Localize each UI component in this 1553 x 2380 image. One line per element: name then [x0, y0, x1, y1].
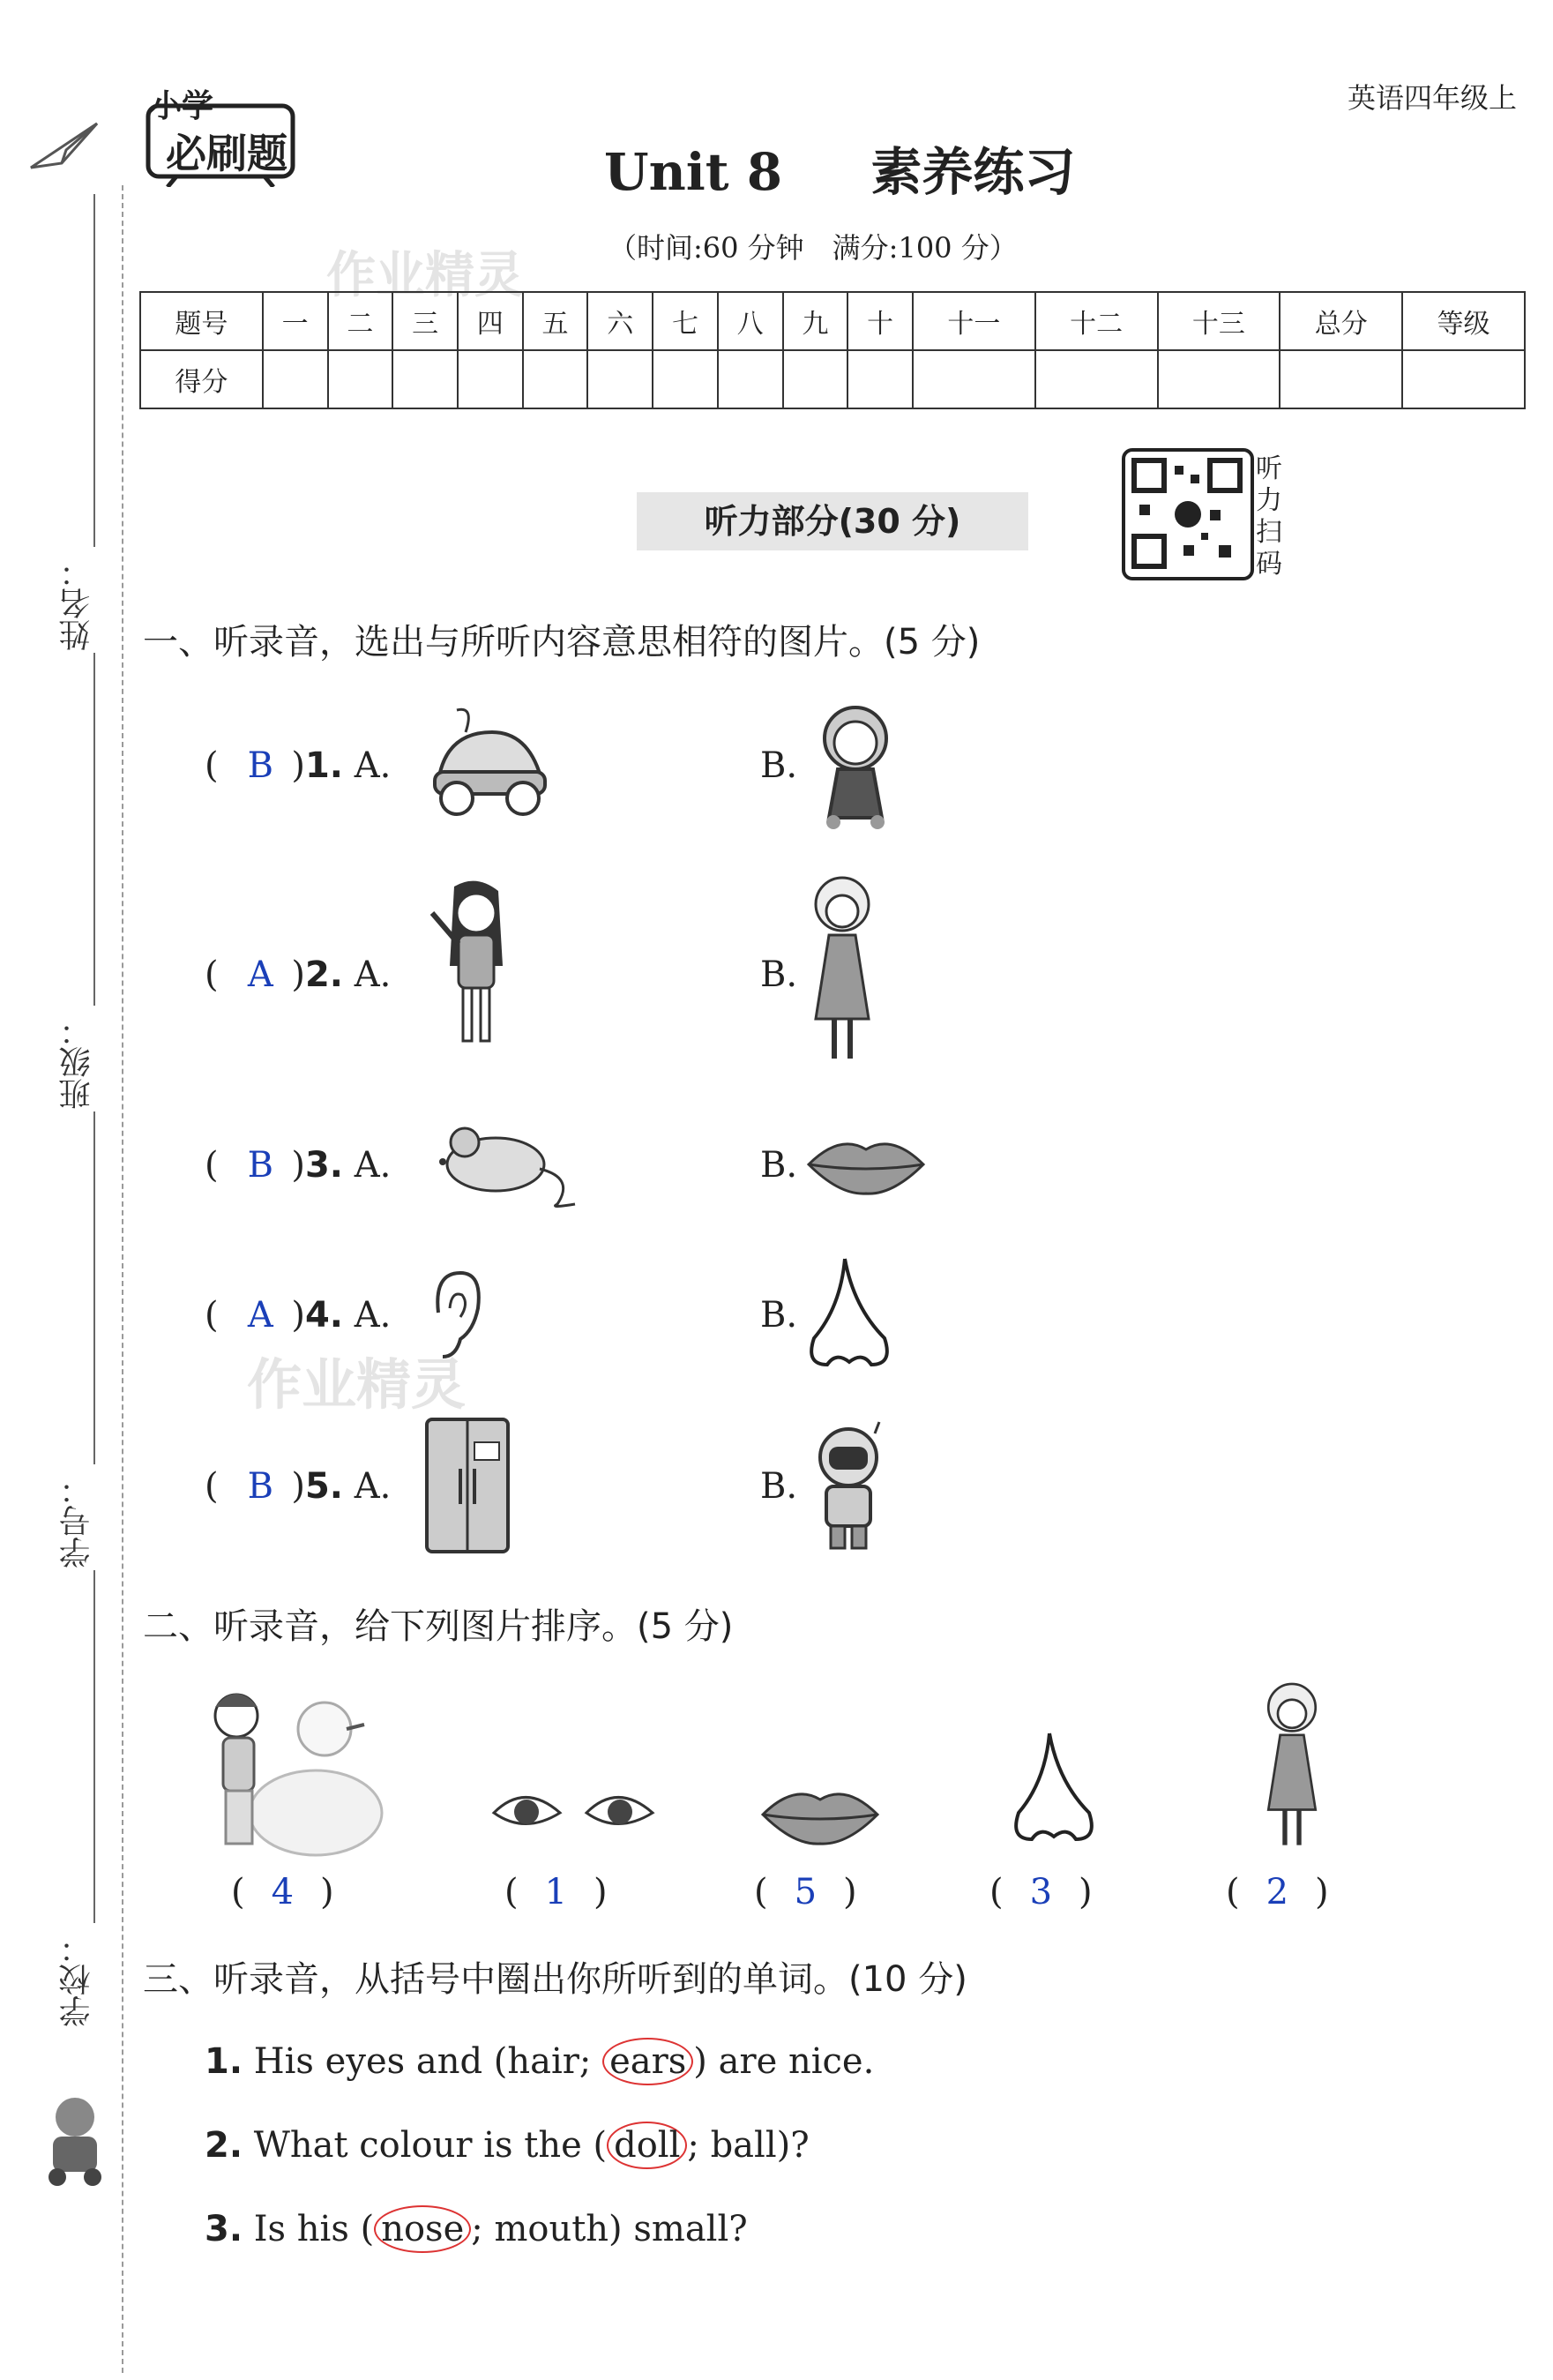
logo-line2: 必刷题 [166, 130, 287, 177]
score-header-cell: 八 [718, 292, 783, 350]
logo [141, 81, 300, 187]
answer: B [247, 1145, 274, 1186]
doll-icon [803, 699, 908, 834]
score-header-row [140, 292, 1525, 350]
class-label: 班级： [59, 1014, 95, 1110]
score-header-cell: 十三 [1158, 292, 1280, 350]
score-cell[interactable] [587, 350, 653, 408]
paper-plane-icon [26, 115, 106, 180]
score-header-cell: 十二 [1035, 292, 1158, 350]
score-header-cell: 一 [263, 292, 328, 350]
mouse-animal-icon [425, 1116, 584, 1216]
score-header-cell: 五 [523, 292, 588, 350]
binding-line [122, 185, 123, 2373]
score-cell[interactable] [523, 350, 588, 408]
robot-icon [804, 1420, 892, 1556]
order-answer: ( 4 ) [231, 1872, 334, 1912]
score-cell[interactable] [458, 350, 523, 408]
toy-car-icon [422, 706, 554, 824]
option-b: B. [760, 954, 798, 995]
score-cell[interactable] [263, 350, 328, 408]
score-cell[interactable] [392, 350, 458, 408]
option-b: B. [760, 1145, 798, 1186]
question-item: ( B )3. A. [205, 1145, 392, 1186]
score-header-cell: 七 [653, 292, 718, 350]
answer: B [247, 745, 274, 786]
score-header-cell: 题号 [140, 292, 263, 350]
score-header-cell: 总分 [1280, 292, 1402, 350]
section2-title: 二、听录音，给下列图片排序。(5 分) [143, 1606, 734, 1647]
question-item: ( A )2. A. [205, 954, 392, 995]
circle-question: 2. What colour is the ( doll ; ball)? [205, 2122, 810, 2169]
class-line [93, 653, 95, 1006]
nose-icon [1005, 1729, 1102, 1856]
score-header-cell: 十一 [913, 292, 1035, 350]
score-header-cell: 六 [587, 292, 653, 350]
question-item: ( B )1. A. [205, 745, 392, 786]
score-cell[interactable] [847, 350, 913, 408]
score-cell[interactable] [653, 350, 718, 408]
circled-word[interactable]: doll [607, 2122, 687, 2169]
watermark: 作业精灵 [326, 247, 524, 304]
circled-word[interactable]: nose [374, 2205, 471, 2253]
score-cell[interactable] [1280, 350, 1402, 408]
snowman-girl-icon [201, 1680, 386, 1860]
logo-line1: 小学 [150, 88, 214, 124]
section1-title: 一、听录音，选出与所听内容意思相符的图片。(5 分) [143, 622, 981, 662]
score-cell[interactable] [1035, 350, 1158, 408]
score-header-cell: 三 [392, 292, 458, 350]
score-header-cell: 等级 [1402, 292, 1525, 350]
listening-banner: 听力部分(30 分) [637, 492, 1028, 550]
name-label: 姓名： [59, 556, 95, 651]
option-b: B. [760, 1295, 798, 1336]
number-line [93, 1111, 95, 1464]
girl-waving-icon [423, 878, 529, 1067]
girl-dress-icon [1252, 1676, 1332, 1860]
order-answer: ( 3 ) [989, 1872, 1093, 1912]
circle-question: 3. Is his ( nose ; mouth) small? [205, 2205, 748, 2253]
score-cell[interactable] [1402, 350, 1525, 408]
score-header-cell: 二 [328, 292, 393, 350]
score-cell[interactable] [328, 350, 393, 408]
section3-title: 三、听录音，从括号中圈出你所听到的单词。(10 分) [143, 1959, 967, 2000]
qr-caption: 听 力 扫 码 [1256, 453, 1282, 580]
score-cell[interactable] [783, 350, 848, 408]
score-cell[interactable] [913, 350, 1035, 408]
eyes-icon [489, 1782, 657, 1847]
order-answer: ( 1 ) [504, 1872, 608, 1912]
score-header-cell: 九 [783, 292, 848, 350]
score-value-row [140, 350, 1525, 408]
order-answer: ( 2 ) [1226, 1872, 1329, 1912]
nose-icon [801, 1254, 898, 1381]
answer: A [247, 954, 273, 995]
school-line [93, 1570, 95, 1923]
fridge-icon [423, 1416, 511, 1560]
circled-word[interactable]: ears [602, 2038, 693, 2085]
circle-question: 1. His eyes and (hair; ears ) are nice. [205, 2038, 874, 2085]
mascot-icon [35, 2091, 115, 2191]
answer: B [247, 1466, 274, 1507]
score-row-label: 得分 [140, 350, 263, 408]
watermark: 作业精灵 [247, 1352, 467, 1417]
lips-icon [804, 1134, 928, 1199]
option-b: B. [760, 1466, 798, 1507]
book-label: 英语四年级上 [1348, 81, 1518, 115]
girl-dress-icon [798, 869, 886, 1075]
unit-title: Unit 8 [604, 142, 783, 202]
name-line [93, 194, 95, 547]
score-cell[interactable] [718, 350, 783, 408]
page-title [604, 131, 1075, 205]
option-b: B. [760, 745, 798, 786]
time-info: （时间:60 分钟 满分:100 分） [609, 231, 1018, 265]
lips-icon [758, 1784, 882, 1849]
score-table [139, 291, 1526, 409]
answer: A [247, 1295, 273, 1336]
school-label: 学校： [59, 1932, 95, 2027]
score-header-cell: 四 [458, 292, 523, 350]
question-item: ( B )5. A. [205, 1466, 392, 1507]
unit-title-cn: 素养练习 [870, 142, 1076, 202]
number-label: 学号： [59, 1473, 95, 1568]
score-cell[interactable] [1158, 350, 1280, 408]
order-answer: ( 5 ) [754, 1872, 857, 1912]
question-item: ( A )4. A. [205, 1295, 392, 1336]
qr-code-icon[interactable] [1122, 448, 1254, 584]
score-header-cell: 十 [847, 292, 913, 350]
